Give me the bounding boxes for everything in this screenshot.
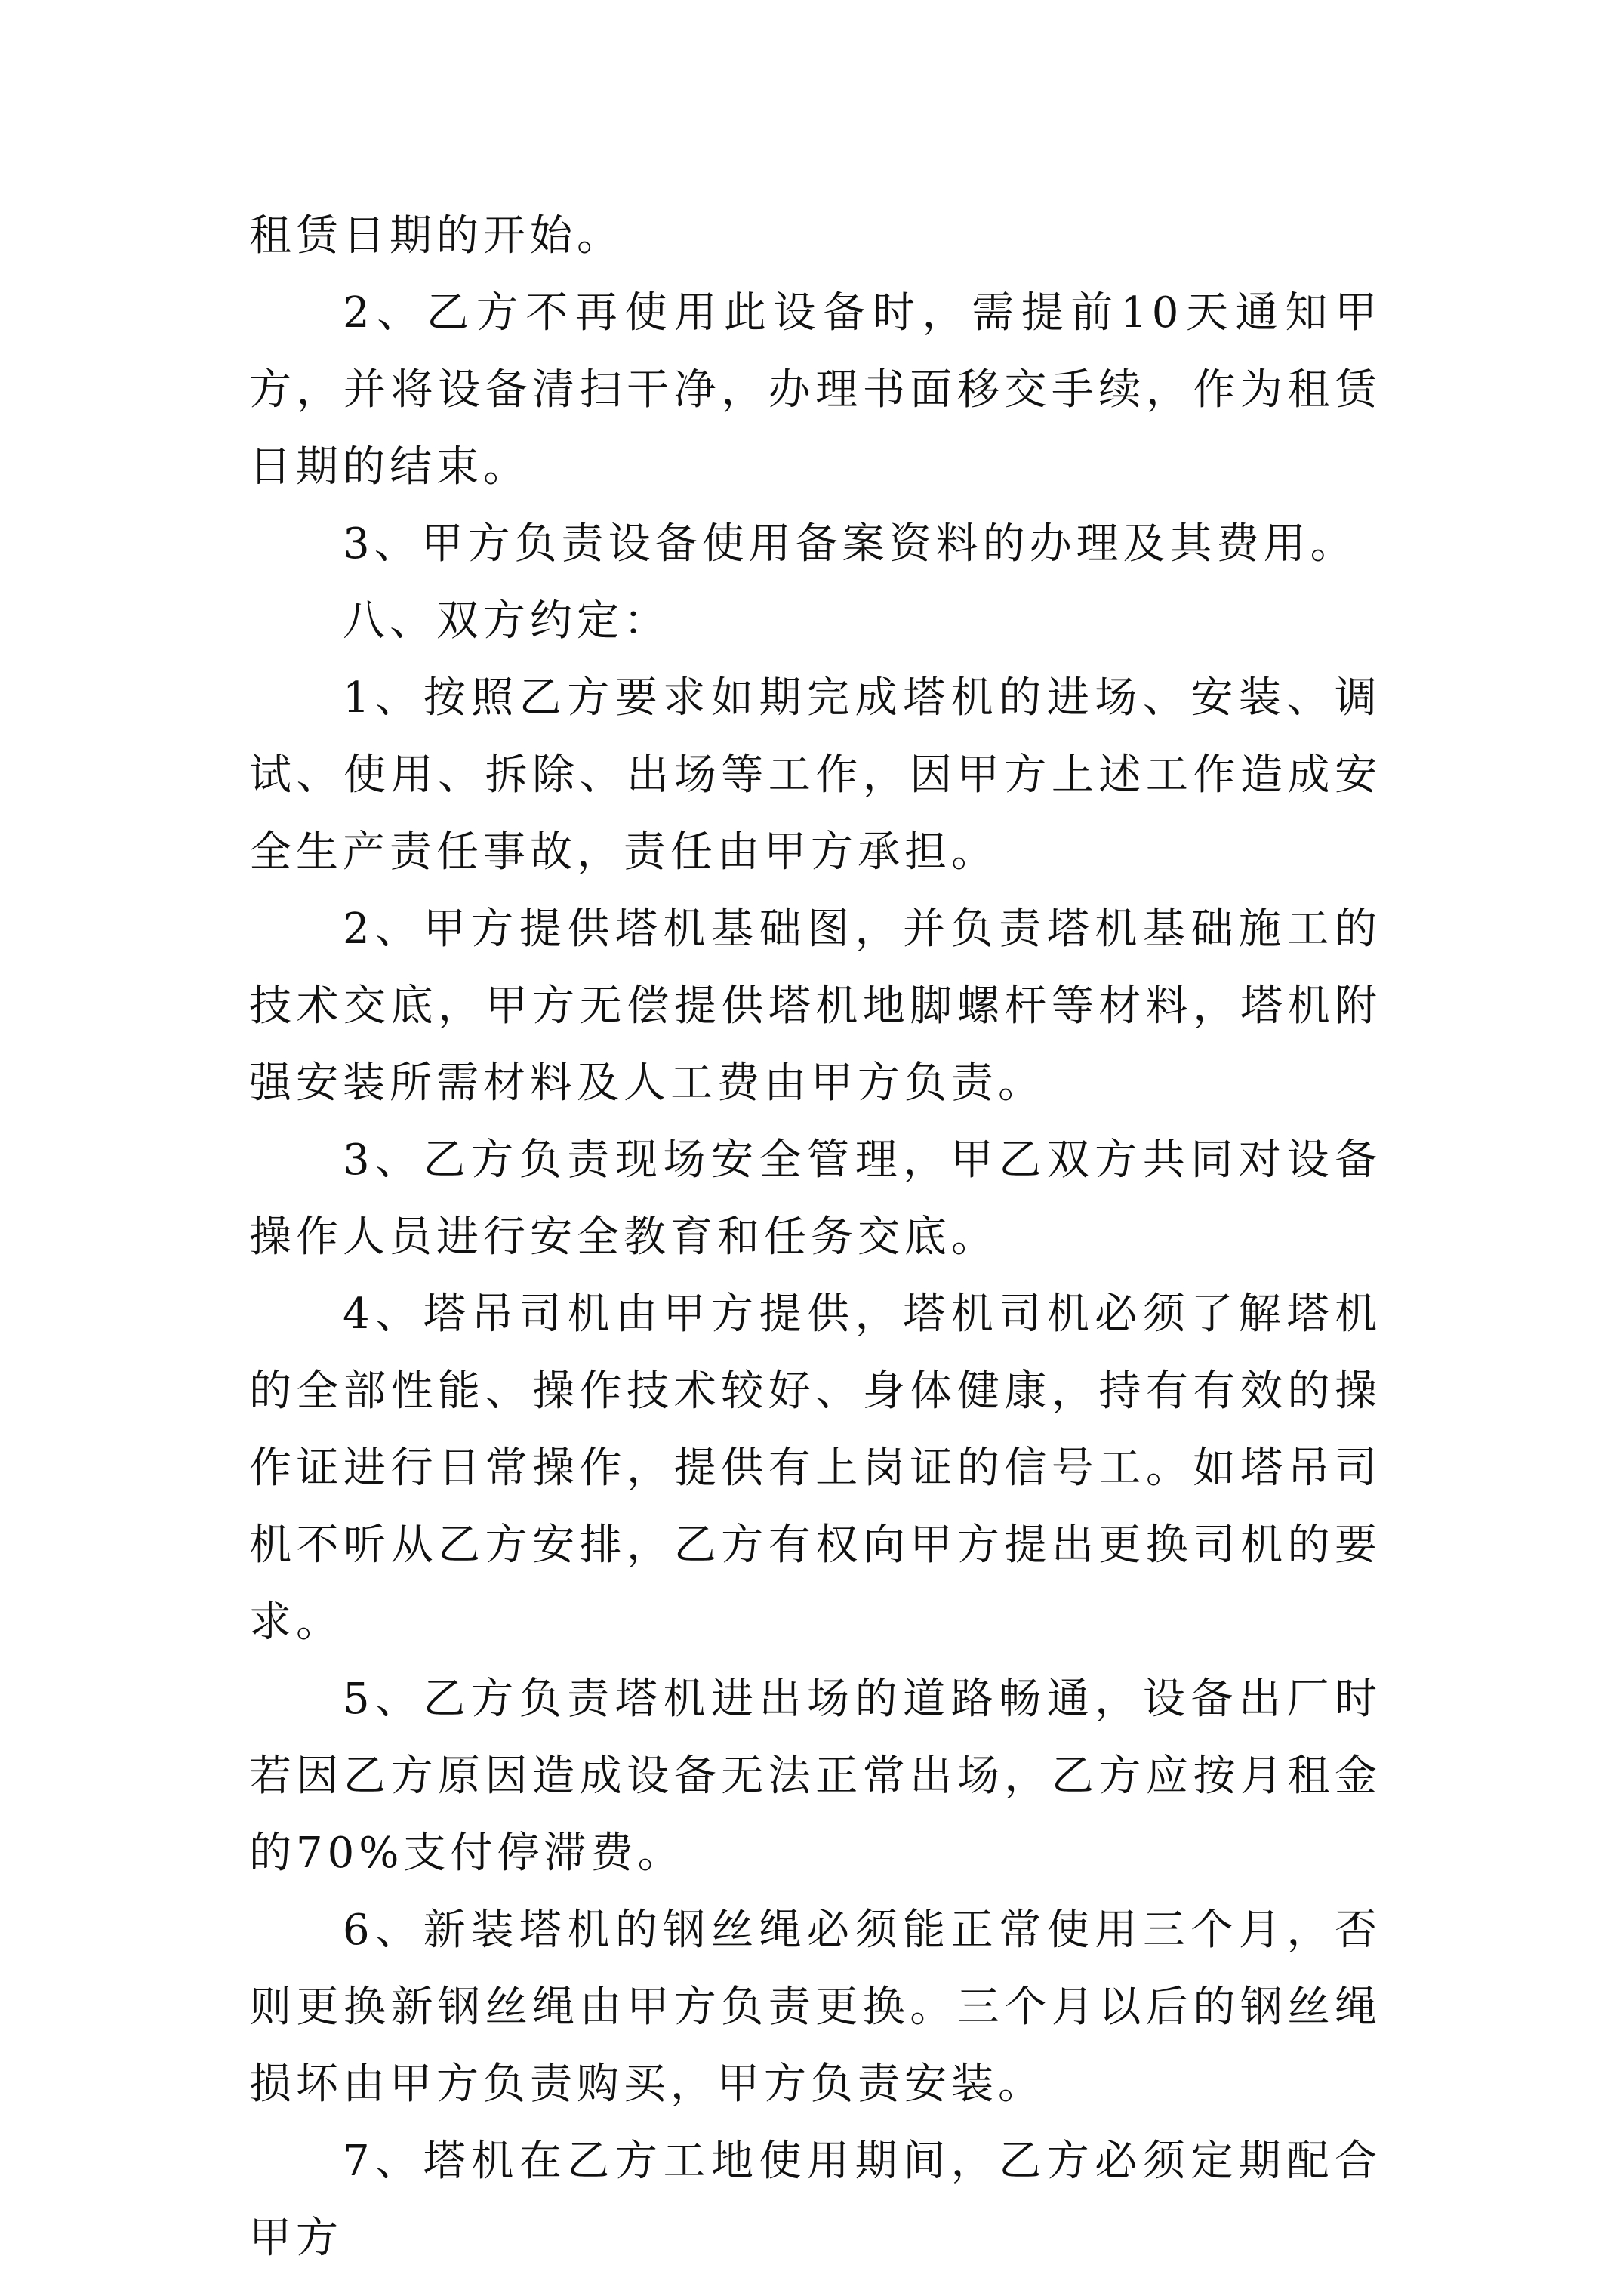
document-body (249, 198, 1381, 2277)
paragraph-clause-8-6: 6、新装塔机的钢丝绳必须能正常使用三个月，否则更换新钢丝绳由甲方负责更换。三个月以后的钢丝绳损坏由甲方负责购买，甲方负责安装。 (249, 1906, 1381, 2109)
paragraph-clause-7-2: 2、乙方不再使用此设备时，需提前10天通知甲方，并将设备清扫干净，办理书面移交手续，作为租赁日期的结束。 (249, 288, 1381, 492)
paragraph-clause-8-7: 7、塔机在乙方工地使用期间，乙方必须定期配合甲方 (249, 2137, 1381, 2263)
paragraph-clause-8-1: 1、按照乙方要求如期完成塔机的进场、安装、调试、使用、拆除、出场等工作，因甲方上述工作造成安全生产责任事故，责任由甲方承担。 (249, 673, 1381, 877)
paragraph-clause-8-5: 5、乙方负责塔机进出场的道路畅通，设备出厂时若因乙方原因造成设备无法正常出场，乙方应按月租金的70%支付停滞费。 (249, 1675, 1381, 1878)
paragraph-clause-7-3: 3、甲方负责设备使用备案资料的办理及其费用。 (343, 519, 1357, 569)
section-heading-8: 八、双方约定： (343, 596, 670, 646)
paragraph-clause-8-4: 4、塔吊司机由甲方提供，塔机司机必须了解塔机的全部性能、操作技术较好、身体健康，持有有效的操作证进行日常操作，提供有上岗证的信号工。如塔吊司机不听从乙方安排，乙方有权向甲方提出更换司机的要求。 (249, 1290, 1381, 1647)
paragraph-clause-8-2: 2、甲方提供塔机基础图，并负责塔机基础施工的技术交底，甲方无偿提供塔机地脚螺杆等材料，塔机附强安装所需材料及人工费由甲方负责。 (249, 905, 1381, 1108)
paragraph-lease-start: 租赁日期的开始。 (249, 211, 624, 260)
paragraph-clause-8-3: 3、乙方负责现场安全管理，甲乙双方共同对设备操作人员进行安全教育和任务交底。 (249, 1136, 1381, 1262)
